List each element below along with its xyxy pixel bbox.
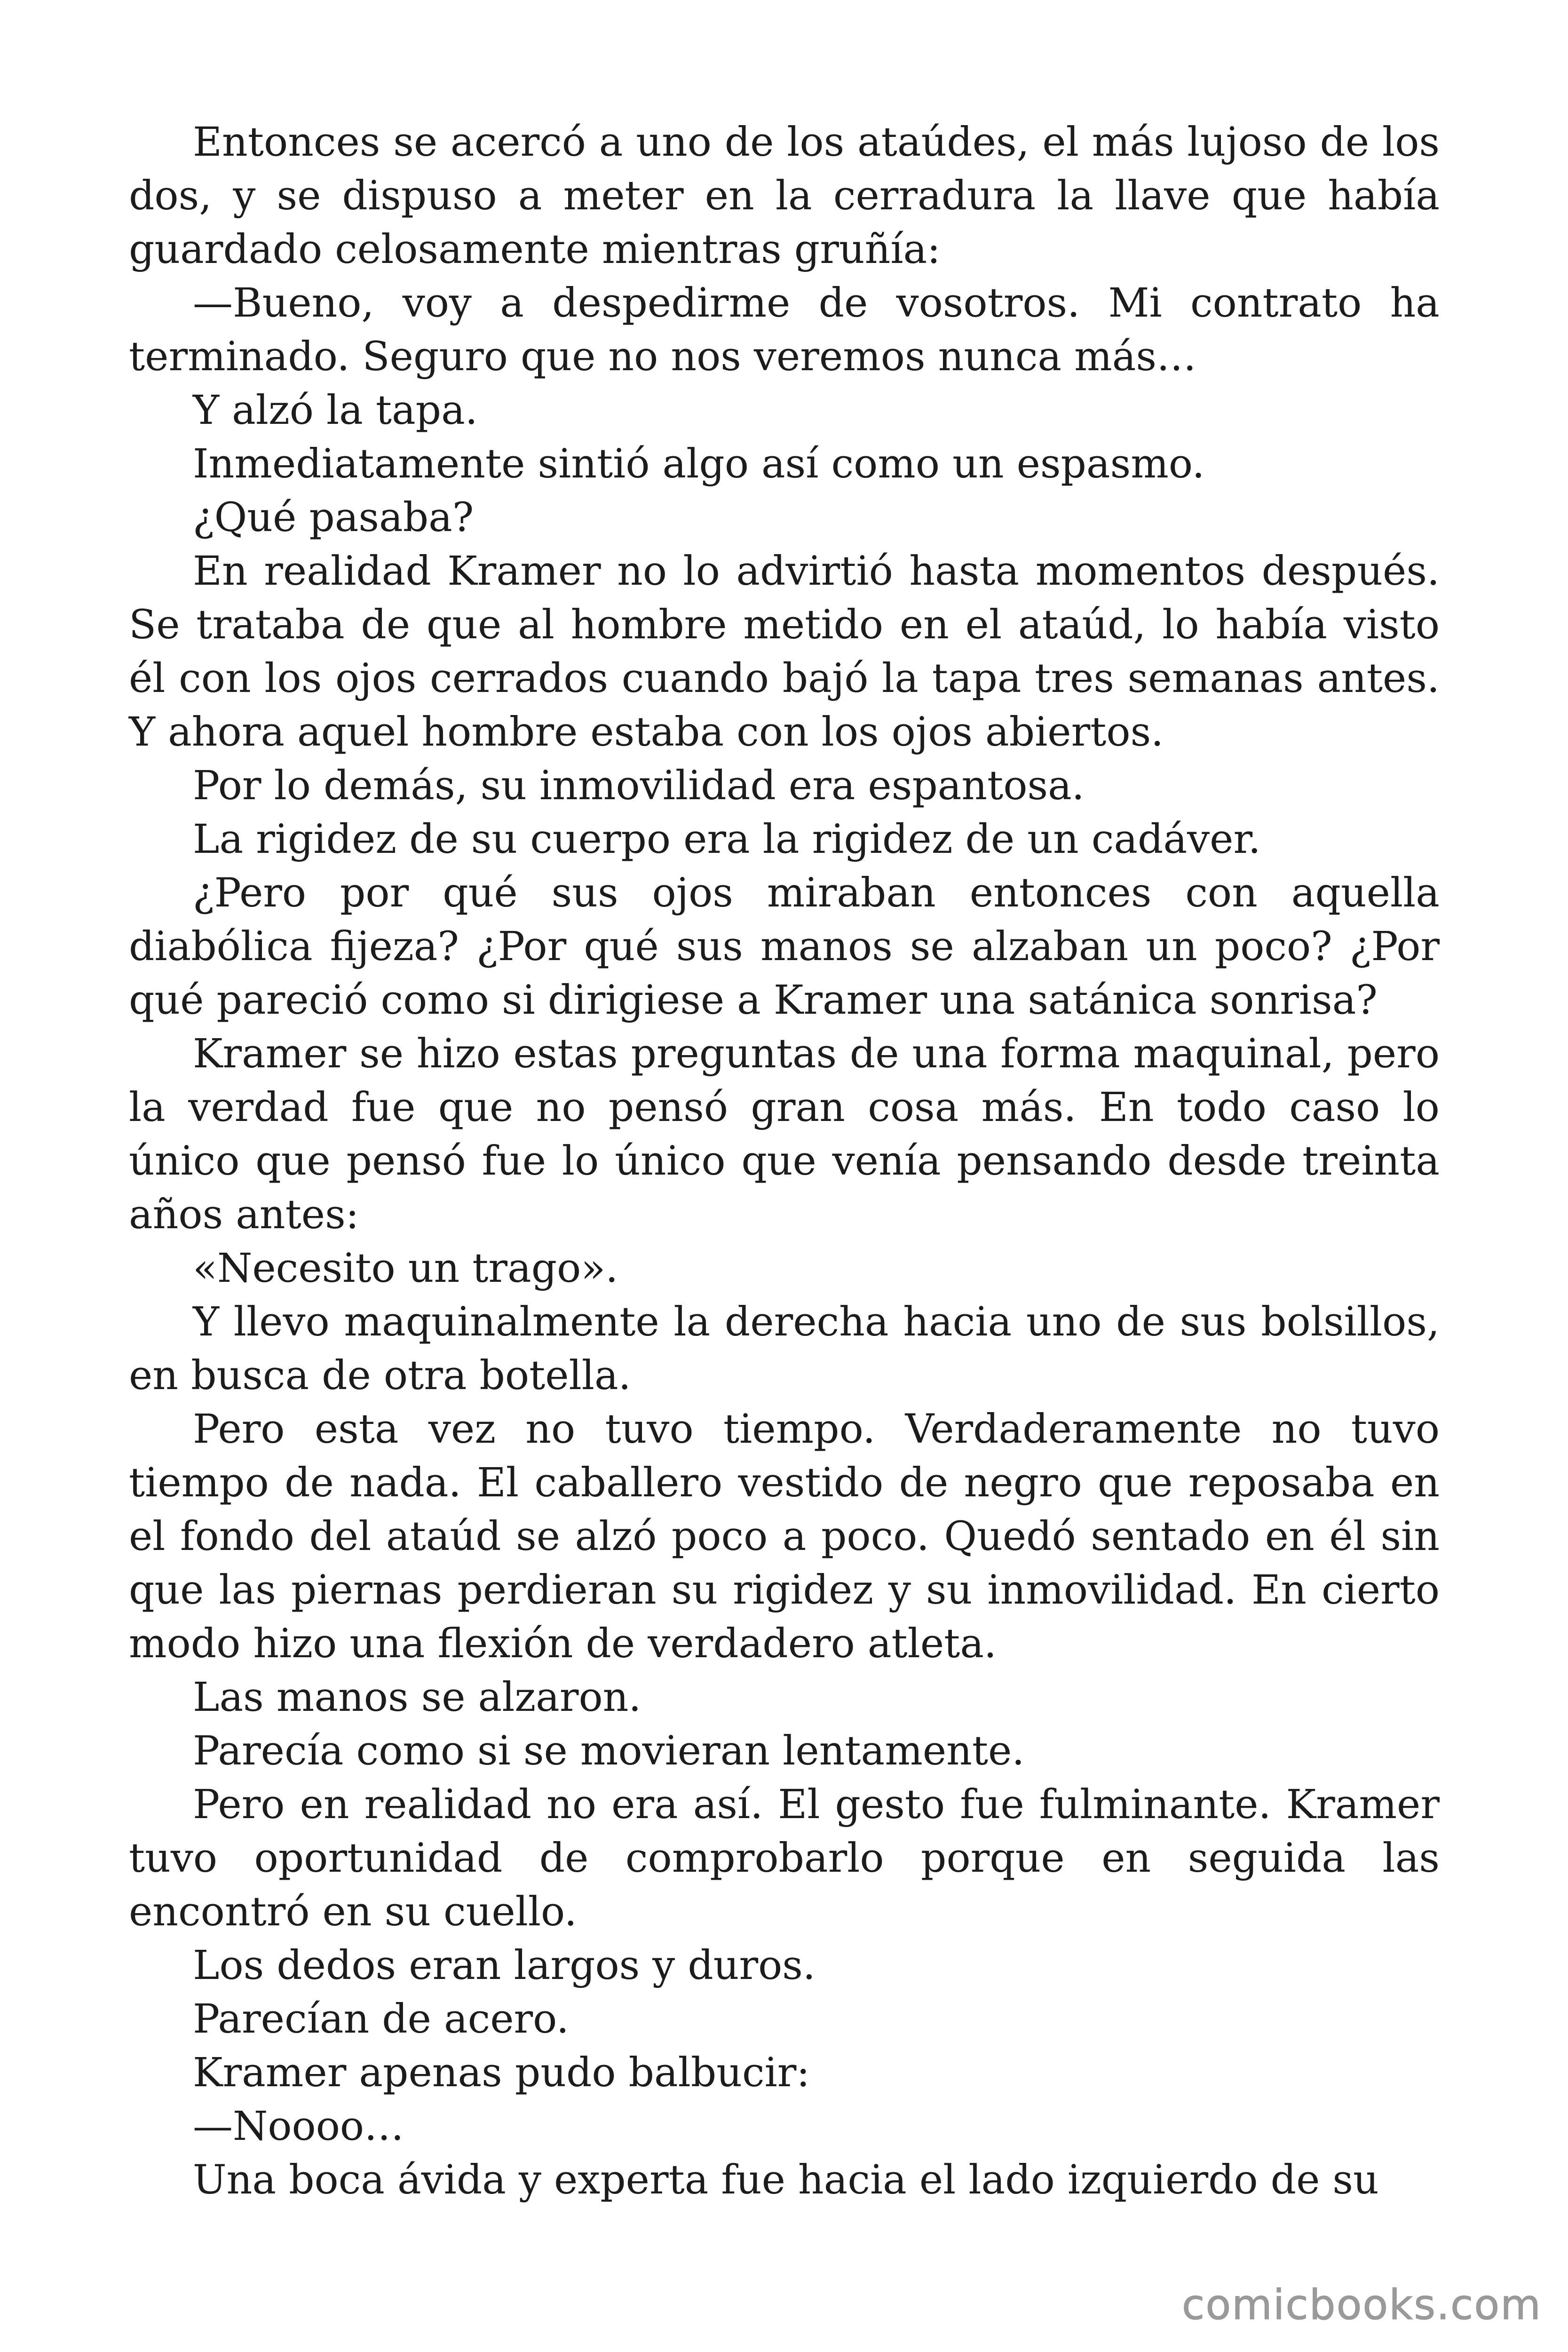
paragraph-14: Las manos se alzaron. bbox=[193, 1674, 641, 1721]
paragraph-7: Por lo demás, su inmovilidad era espantosa. bbox=[193, 763, 1085, 809]
body-text bbox=[129, 116, 1440, 2207]
paragraph-3: Y alzó la tapa. bbox=[193, 387, 478, 434]
paragraph-21: Una boca ávida y experta fue hacia el lado izquierdo de su bbox=[193, 2157, 1379, 2203]
paragraph-12: Y llevo maquinalmente la derecha hacia uno de sus bolsillos, en busca de otra botella. bbox=[129, 1299, 1440, 1399]
paragraph-5: ¿Qué pasaba? bbox=[193, 494, 474, 541]
paragraph-18: Parecían de acero. bbox=[193, 1996, 569, 2042]
paragraph-10: Kramer se hizo estas preguntas de una forma maquinal, pero la verdad fue que no pensó gran cosa más. En todo caso lo único que pensó fue lo único que venía pensando desde treinta años antes: bbox=[129, 1031, 1440, 1238]
paragraph-16: Pero en realidad no era así. El gesto fue fulminante. Kramer tuvo oportunidad de comprobarlo porque en seguida las encontró en su cuello. bbox=[129, 1781, 1440, 1935]
paragraph-9: ¿Pero por qué sus ojos miraban entonces con aquella diabólica fijeza? ¿Por qué sus manos se alzaban un poco? ¿Por qué pareció como si dirigiese a Kramer una satánica sonrisa? bbox=[129, 870, 1440, 1024]
paragraph-17: Los dedos eran largos y duros. bbox=[193, 1942, 816, 1989]
paragraph-1: Entonces se acercó a uno de los ataúdes, el más lujoso de los dos, y se dispuso a meter en la cerradura la llave que había guardado celosamente mientras gruñía: bbox=[129, 119, 1440, 273]
watermark: comicbooks.com bbox=[1181, 2280, 1542, 2329]
paragraph-2: —Bueno, voy a despedirme de vosotros. Mi contrato ha terminado. Seguro que no nos veremos nunca más… bbox=[129, 280, 1440, 380]
paragraph-13: Pero esta vez no tuvo tiempo. Verdaderamente no tuvo tiempo de nada. El caballero vestido de negro que reposaba en el fondo del ataúd se alzó poco a poco. Quedó sentado en él sin que las piernas perdieran su rigidez y su inmovilidad. En cierto modo hizo una flexión de verdadero atleta. bbox=[129, 1406, 1440, 1667]
paragraph-6: En realidad Kramer no lo advirtió hasta momentos después. Se trataba de que al hombre metido en el ataúd, lo había visto él con los ojos cerrados cuando bajó la tapa tres semanas antes. Y ahora aquel hombre estaba con los ojos abiertos. bbox=[129, 548, 1440, 755]
paragraph-8: La rigidez de su cuerpo era la rigidez de un cadáver. bbox=[193, 816, 1261, 863]
paragraph-11: «Necesito un trago». bbox=[193, 1245, 618, 1292]
paragraph-15: Parecía como si se movieran lentamente. bbox=[193, 1728, 1025, 1774]
paragraph-4: Inmediatamente sintió algo así como un espasmo. bbox=[193, 441, 1205, 487]
paragraph-19: Kramer apenas pudo balbucir: bbox=[193, 2050, 810, 2096]
paragraph-20: —Noooo… bbox=[193, 2103, 404, 2150]
